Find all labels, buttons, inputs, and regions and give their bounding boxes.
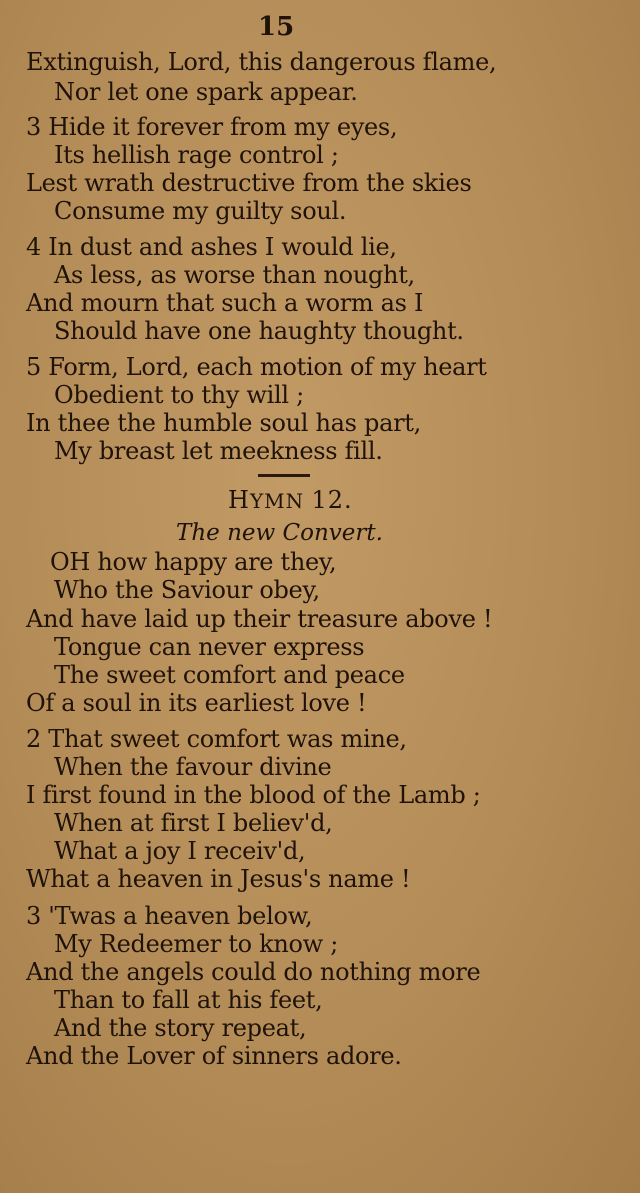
hymn-heading xyxy=(228,488,353,513)
verse-line: Who the Saviour obey, xyxy=(54,576,320,604)
verse-line: And have laid up their treasure above ! xyxy=(26,605,493,633)
verse-line: My Redeemer to know ; xyxy=(54,930,338,958)
verse-line: The sweet comfort and peace xyxy=(54,661,405,689)
verse-line: Its hellish rage control ; xyxy=(54,141,339,169)
verse-line: And the angels could do nothing more xyxy=(26,958,481,986)
verse-line: Consume my guilty soul. xyxy=(54,197,347,225)
hymn-number: 12. xyxy=(311,486,353,514)
verse-line: My breast let meekness fill. xyxy=(54,437,383,465)
verse-line: OH how happy are they, xyxy=(50,548,337,576)
verse-line: Extinguish, Lord, this dangerous flame, xyxy=(26,48,497,76)
section-divider xyxy=(258,474,310,477)
verse-line: Nor let one spark appear. xyxy=(54,78,358,106)
verse-line: What a joy I receiv'd, xyxy=(54,837,306,865)
verse-line: And the Lover of sinners adore. xyxy=(26,1042,402,1070)
verse-line: And the story repeat, xyxy=(54,1014,307,1042)
verse-line: 5 Form, Lord, each motion of my heart xyxy=(26,353,487,381)
verse-line: In thee the humble soul has part, xyxy=(26,409,421,437)
verse-line: Of a soul in its earliest love ! xyxy=(26,689,367,717)
verse-line: And mourn that such a worm as I xyxy=(26,289,424,317)
verse-line: Obedient to thy will ; xyxy=(54,381,304,409)
verse-line: As less, as worse than nought, xyxy=(54,261,415,289)
verse-line: Than to fall at his feet, xyxy=(54,986,323,1014)
hymn-subtitle: The new Convert. xyxy=(176,520,383,546)
verse-line: What a heaven in Jesus's name ! xyxy=(26,865,411,893)
verse-line: Should have one haughty thought. xyxy=(54,317,464,345)
verse-line: 2 That sweet comfort was mine, xyxy=(26,725,407,753)
verse-line: When at first I believ'd, xyxy=(54,809,333,837)
hymn-heading-rest: YMN xyxy=(249,489,305,513)
verse-line: When the favour divine xyxy=(54,753,332,781)
verse-line: 3 'Twas a heaven below, xyxy=(26,902,313,930)
verse-line: Tongue can never express xyxy=(54,633,365,661)
verse-line: 4 In dust and ashes I would lie, xyxy=(26,233,397,261)
verse-line: I first found in the blood of the Lamb ; xyxy=(26,781,481,809)
verse-line: 3 Hide it forever from my eyes, xyxy=(26,113,398,141)
page-number: 15 xyxy=(258,12,295,42)
verse-line: Lest wrath destructive from the skies xyxy=(26,169,472,197)
hymn-heading-initial: H xyxy=(228,486,250,514)
